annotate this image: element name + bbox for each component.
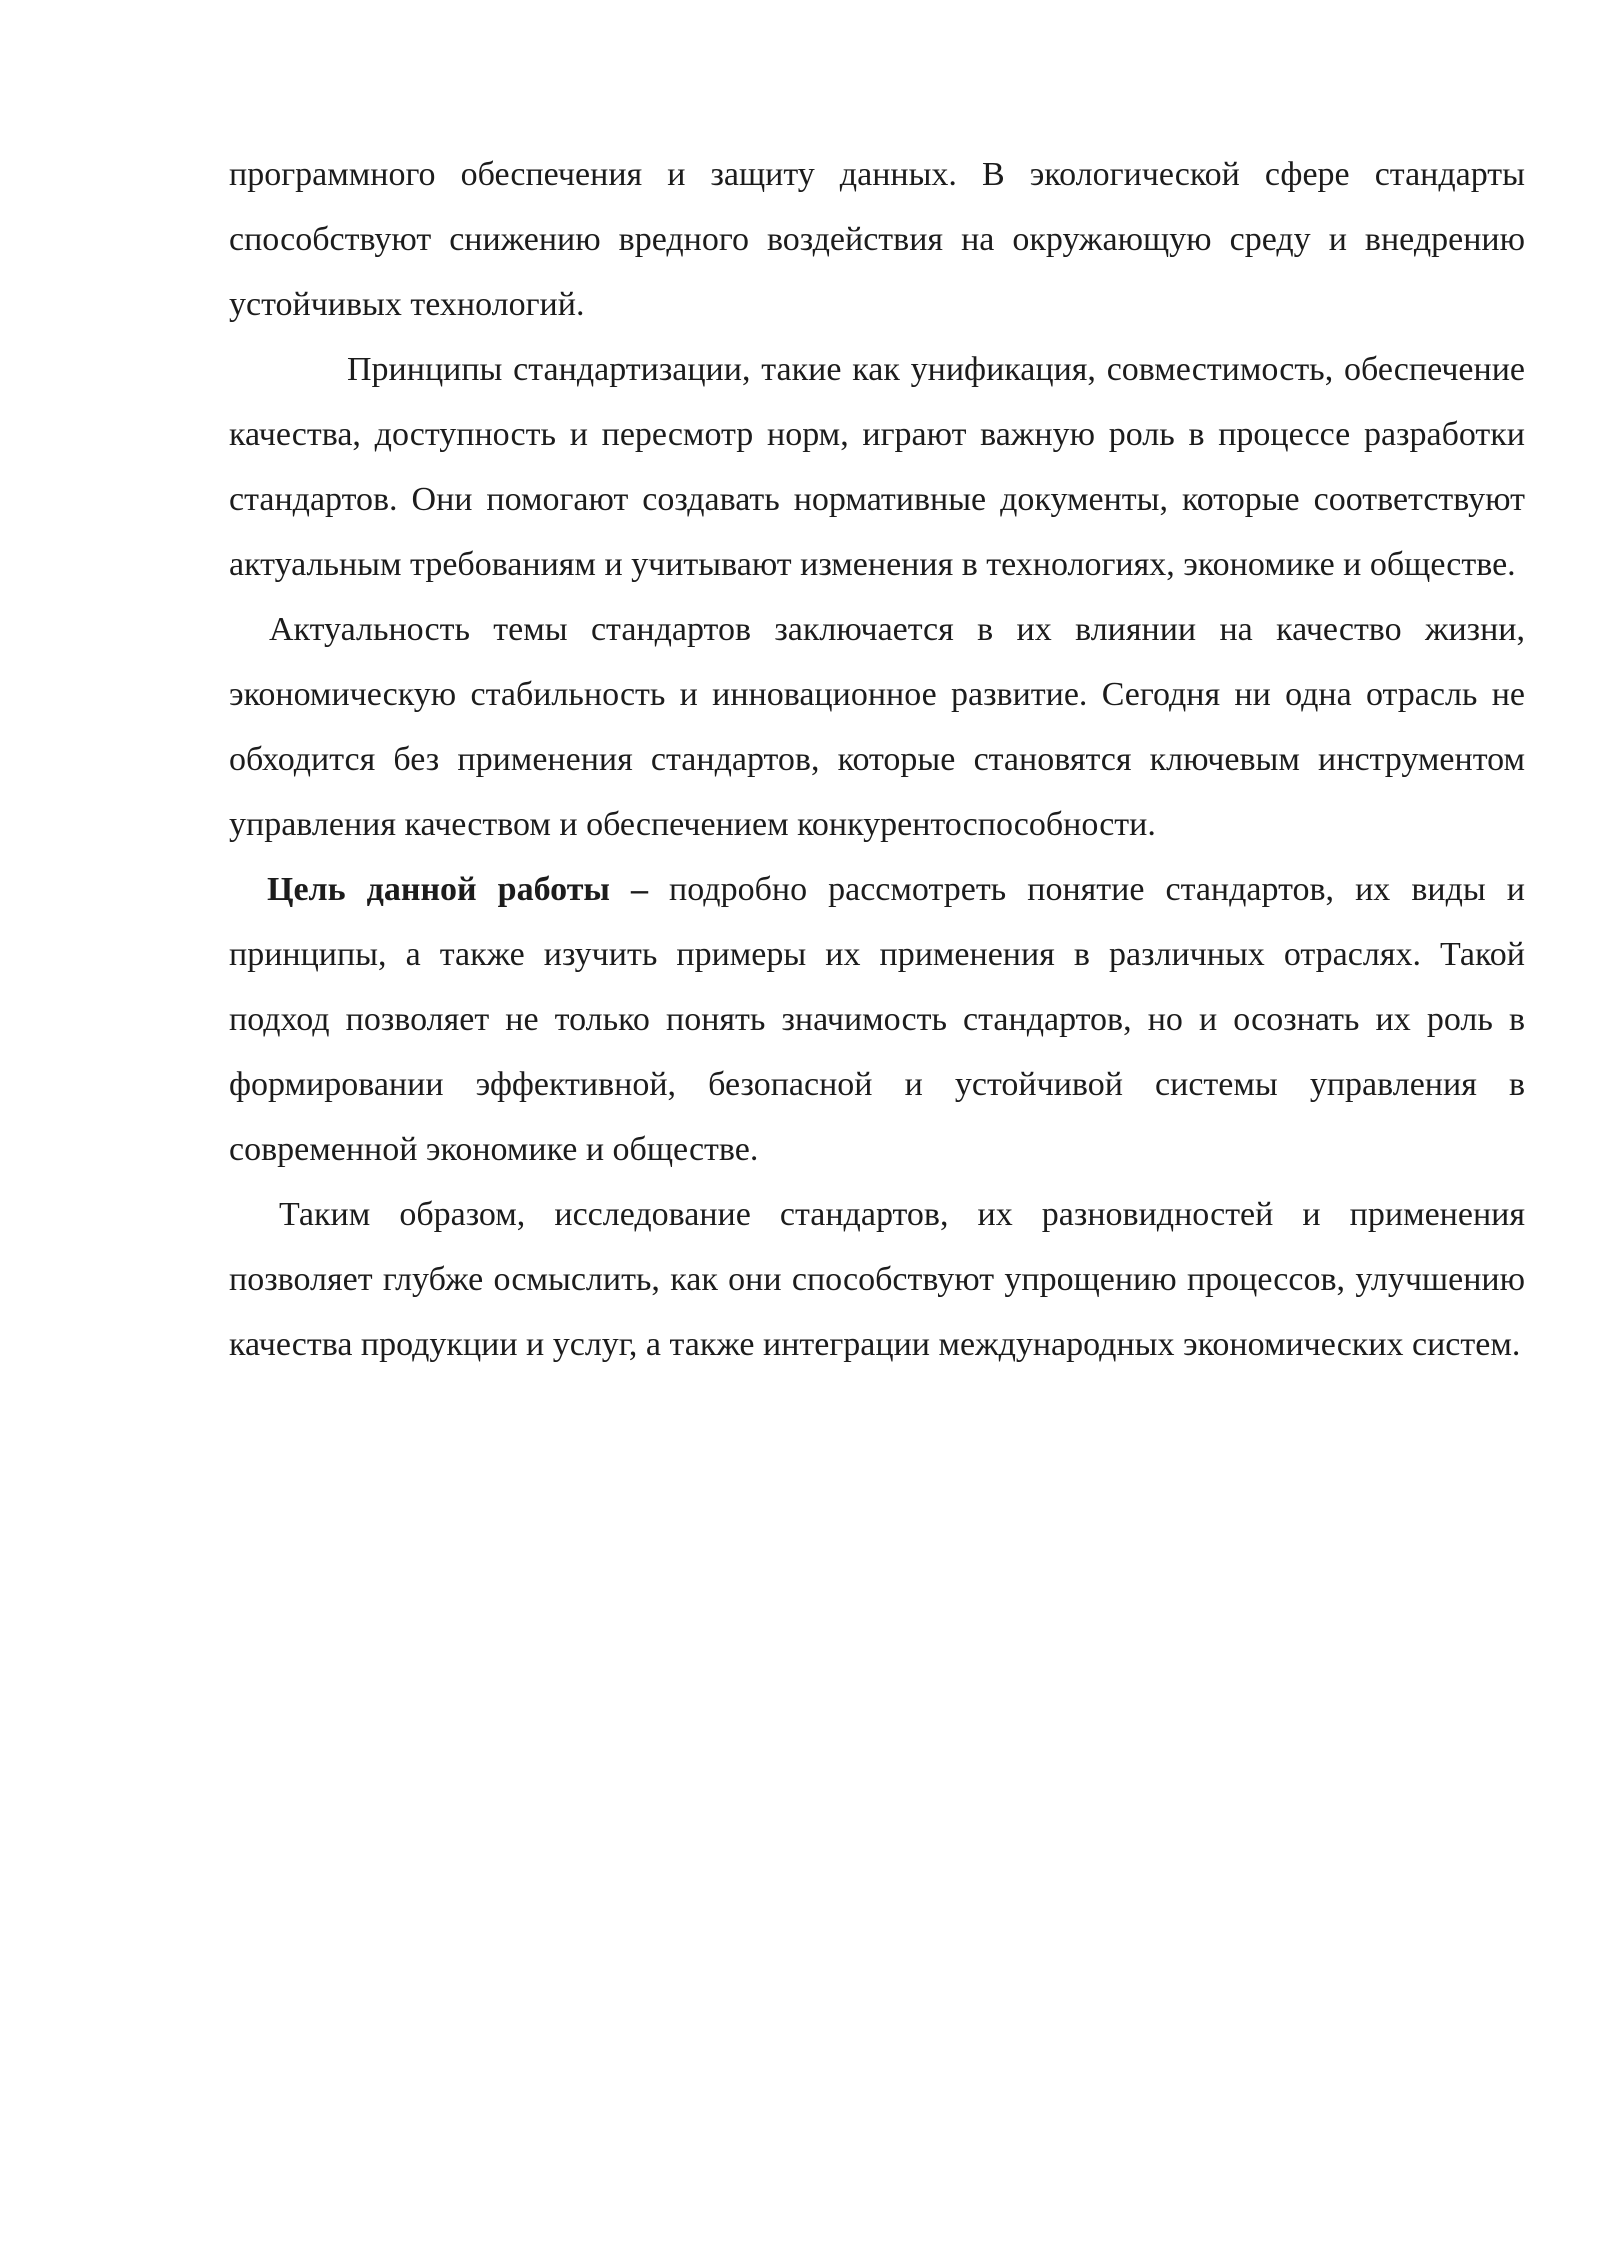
paragraph-conclusion: Таким образом, исследование стандартов, их разновидностей и применения позволяет глубже осмыслить, как они способствуют упрощению процессов, улучшению качества продукции и услуг, а также интеграции международных экономических систем. (229, 1196, 1525, 1363)
goal-lead: Цель данной работы – (267, 871, 648, 908)
paragraph-relevance: Актуальность темы стандартов заключается в их влиянии на качество жизни, экономическую стабильность и инновационное развитие. Сегодня ни одна отрасль не обходится без применения стандартов, которые становятся ключевым инструментом управления качеством и обеспечением конкурентоспособности. (229, 611, 1525, 843)
document-body (229, 142, 1525, 1377)
paragraph-goal (229, 857, 1525, 1182)
paragraph-principles: Принципы стандартизации, такие как унификация, совместимость, обеспечение качества, доступность и пересмотр норм, играют важную роль в процессе разработки стандартов. Они помогают создавать нормативные документы, которые соответствуют актуальным требованиям и учитывают изменения в технологиях, экономике и обществе. (229, 351, 1525, 583)
goal-text: подробно рассмотреть понятие стандартов, их виды и принципы, а также изучить примеры их применения в различных отраслях. Такой подход позволяет не только понять значимость стандартов, но и осознать их роль в формировании эффективной, безопасной и устойчивой системы управления в современной экономике и обществе. (229, 871, 1525, 1168)
paragraph-continuation: программного обеспечения и защиту данных. В экологической сфере стандарты способствуют снижению вредного воздействия на окружающую среду и внедрению устойчивых технологий. (229, 156, 1525, 323)
